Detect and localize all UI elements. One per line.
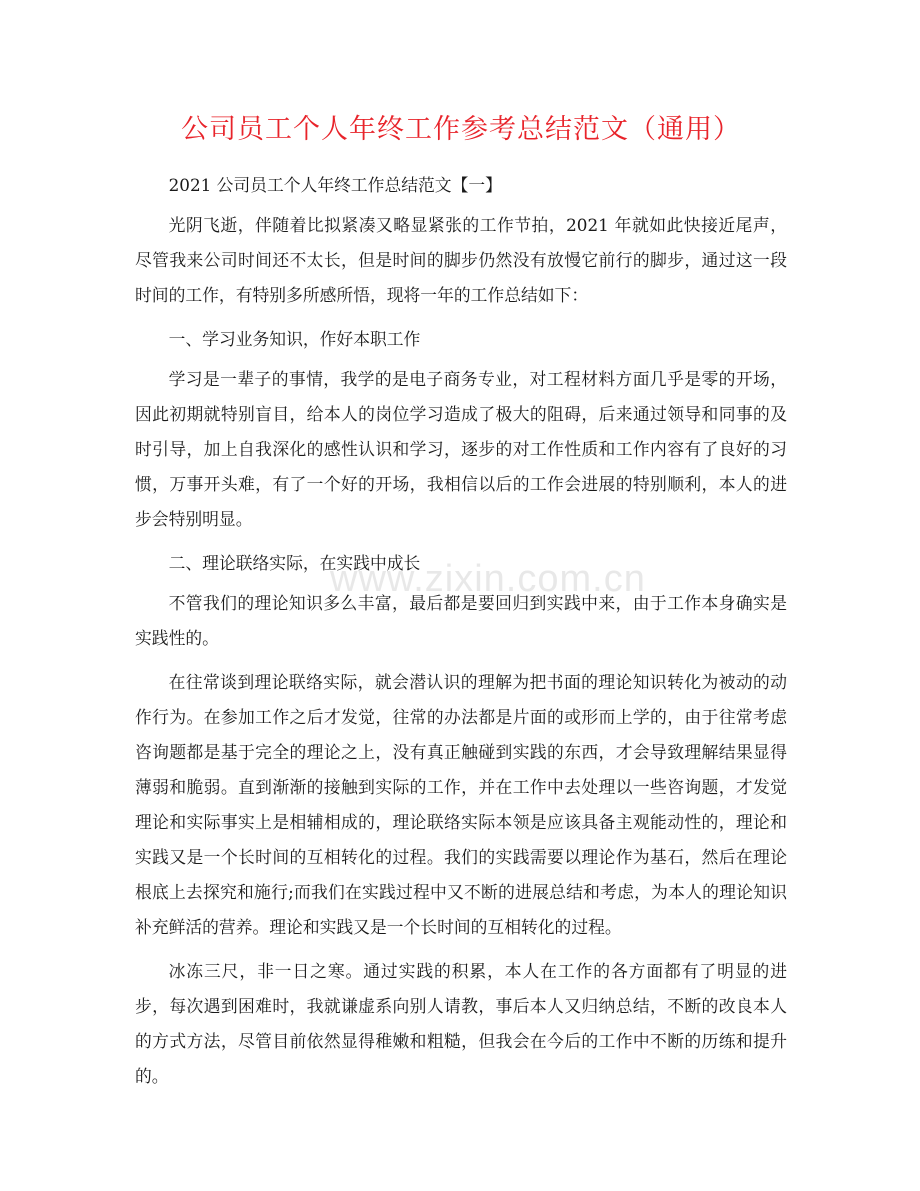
document-subtitle: 2021 公司员工个人年终工作总结范文【一】 xyxy=(168,175,502,195)
paragraph-theory: 不管我们的理论知识多么丰富，最后都是要回归到实践中来，由于工作本身确实是实践性的。 xyxy=(135,593,787,648)
document-title: 公司员工个人年终工作参考总结范文（通用） xyxy=(181,114,741,145)
section-heading-2: 二、理论联络实际，在实践中成长 xyxy=(168,553,421,573)
paragraph-study: 学习是一辈子的事情，我学的是电子商务专业，对工程材料方面几乎是零的开场，因此初期就特别盲目，给本人的岗位学习造成了极大的阻碍，后来通过领导和同事的及时引导，加上自我深化的感性认识和学习，逐步的对工作性质和工作内容有了良好的习惯，万事开头难，有了一个好的开场，我相信以后的工作会进展的特别顺利，本人的进步会特别明显。 xyxy=(135,369,787,529)
paragraph-intro: 光阴飞逝，伴随着比拟紧凑又略显紧张的工作节拍，2021 年就如此快接近尾声，尽管我来公司时间还不太长，但是时间的脚步仍然没有放慢它前行的脚步，通过这一段时间的工作，有特别多所感所悟，现将一年的工作总结如下： xyxy=(135,215,787,305)
paragraph-practice: 在往常谈到理论联络实际，就会潜认识的理解为把书面的理论知识转化为被动的动作行为。在参加工作之后才发觉，往常的办法都是片面的或形而上学的，由于往常考虑咨询题都是基于完全的理论之上，没有真正触碰到实践的东西，才会导致理解结果显得薄弱和脆弱。直到渐渐的接触到实际的工作，并在工作中去处理以一些咨询题，才发觉理论和实际事实上是相辅相成的，理论联络实际本领是应该具备主观能动性的，理论和实践又是一个长时间的互相转化的过程。我们的实践需要以理论作为基石，然后在理论根底上去探究和施行;而我们在实践过程中又不断的进展总结和考虑，为本人的理论知识补充鲜活的营养。理论和实践又是一个长时间的互相转化的过程。 xyxy=(135,672,787,937)
watermark: www.zixin.com.cn xyxy=(330,558,646,600)
paragraph-progress: 冰冻三尺，非一日之寒。通过实践的积累，本人在工作的各方面都有了明显的进步，每次遇到困难时，我就谦虚系向别人请教，事后本人又归纳总结，不断的改良本人的方式方法，尽管目前依然显得稚嫩和粗糙，但我会在今后的工作中不断的历练和提升的。 xyxy=(135,961,787,1086)
section-heading-1: 一、学习业务知识，作好本职工作 xyxy=(168,329,421,349)
